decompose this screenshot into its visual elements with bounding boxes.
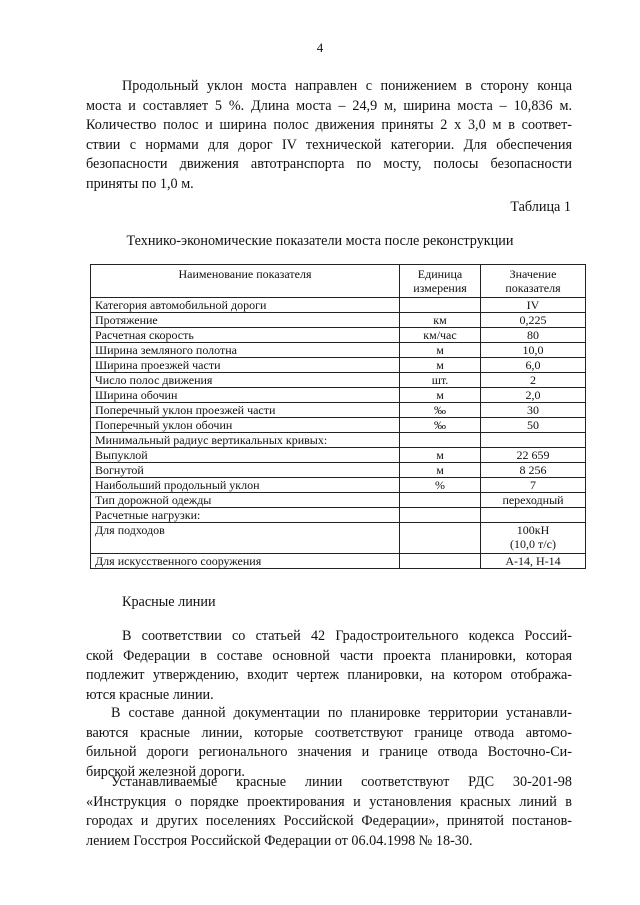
cell-name: Для искусственного сооружения [91,554,400,569]
cell-name: Вогнутой [91,463,400,478]
cell-name: Категория автомобильной дороги [91,298,400,313]
table-row [91,433,586,448]
cell-unit [400,433,481,448]
cell-value: 2 [481,373,586,388]
body-paragraph [86,704,572,782]
cell-name: Поперечный уклон проезжей части [91,403,400,418]
header-value-line2: показателя [505,281,561,295]
table-row [91,493,586,508]
cell-value: 0,225 [481,313,586,328]
text-line: Продольный уклон моста направлен с понижением в сторону конца [122,78,572,94]
header-name: Наименование показателя [91,265,400,298]
text-line: «Инструкция о порядке проектирования и установления красных линий в [86,793,572,810]
text-line: Количество полос и ширина полос движения приняты 2 х 3,0 м в соответ- [86,117,572,133]
text-line: безопасности движения автотранспорта по мосту, полосы безопасности [86,156,572,172]
cell-name: Протяжение [91,313,400,328]
cell-unit [400,493,481,508]
table-row [91,373,586,388]
section-title: Красные линии [122,594,216,610]
cell-unit: км [400,313,481,328]
cell-unit: м [400,388,481,403]
cell-name: Число полос движения [91,373,400,388]
table-label: Таблица 1 [510,199,571,215]
cell-unit [400,298,481,313]
table-row [91,388,586,403]
cell-value: 6,0 [481,358,586,373]
table-header-row [91,265,586,298]
text-line: В соответствии со статьей 42 Градостроительного кодекса Россий- [122,628,572,644]
cell-value-line2: (10,0 т/с) [510,537,556,551]
cell-name: Тип дорожной одежды [91,493,400,508]
cell-value: 8 256 [481,463,586,478]
table-row [91,403,586,418]
page-number: 4 [316,40,324,55]
header-unit [400,265,481,298]
cell-name: Поперечный уклон обочин [91,418,400,433]
header-value [481,265,586,298]
text-line: бильной дороги регионального значения и границе отвода Восточно-Си- [86,744,572,760]
cell-value: 2,0 [481,388,586,403]
table-row [91,508,586,523]
text-line: ются красные линии. [86,686,214,703]
cell-unit: км/час [400,328,481,343]
cell-name: Ширина земляного полотна [91,343,400,358]
text-line: приняты по 1,0 м. [86,175,194,192]
cell-name: Выпуклой [91,448,400,463]
cell-value [481,523,586,554]
text-line: Устанавливаемые красные линии соответствуют РДС 30-201-98 [111,774,572,790]
table-row [91,298,586,313]
table-row [91,463,586,478]
header-unit-line1: Единица [417,267,463,281]
cell-value [481,433,586,448]
text-line: В составе данной документации по планировке территории устанавли- [111,705,572,721]
cell-value: переходный [481,493,586,508]
text-line: моста и составляет 5 %. Длина моста – 24,9 м, ширина моста – 10,836 м. [86,97,572,114]
cell-unit: ‰ [400,418,481,433]
table-row [91,358,586,373]
cell-value [481,508,586,523]
cell-unit: м [400,448,481,463]
table-row [91,523,586,554]
header-value-line1: Значение [509,267,557,281]
text-line: ской Федерации в составе основной части проекта планировки, которая [86,647,572,664]
text-line: ствии с нормами для дорог IV технической категории. Для обеспечения [86,136,572,153]
table-row [91,448,586,463]
cell-name: Минимальный радиус вертикальных кривых: [91,433,400,448]
cell-value: 50 [481,418,586,433]
table-title: Технико-экономические показатели моста после реконструкции [126,233,514,249]
cell-unit [400,554,481,569]
cell-value: 80 [481,328,586,343]
cell-value: 7 [481,478,586,493]
header-unit-line2: измерения [413,281,467,295]
text-line: бирской железной дороги. [86,763,245,780]
table-row [91,313,586,328]
body-paragraph [86,773,572,851]
spec-table [90,264,586,569]
text-line: ваются красные линии, которые соответствуют границе отвода автомо- [86,724,572,741]
cell-unit: м [400,463,481,478]
intro-paragraph [86,77,572,194]
table-row [91,478,586,493]
table-row [91,328,586,343]
cell-unit: % [400,478,481,493]
cell-unit: м [400,358,481,373]
table-row [91,418,586,433]
cell-value-line1: 100кН [516,523,550,537]
cell-unit: м [400,343,481,358]
cell-value: 10,0 [481,343,586,358]
text-line: подлежит утверждению, входит чертеж планировки, на котором отобража- [86,667,572,683]
text-line: лением Госстроя Российской Федерации от 06.04.1998 № 18-30. [86,832,473,849]
body-paragraph [86,627,572,705]
cell-value: 30 [481,403,586,418]
cell-name: Расчетные нагрузки: [91,508,400,523]
cell-value: 22 659 [481,448,586,463]
cell-name: Наибольший продольный уклон [91,478,400,493]
cell-unit: ‰ [400,403,481,418]
cell-name: Ширина проезжей части [91,358,400,373]
table-row [91,554,586,569]
cell-name: Ширина обочин [91,388,400,403]
cell-unit: шт. [400,373,481,388]
text-line: городах и других поселениях Российской Федерации», принятой постанов- [86,813,572,829]
cell-value: А-14, Н-14 [481,554,586,569]
cell-name: Расчетная скорость [91,328,400,343]
cell-unit [400,508,481,523]
cell-unit [400,523,481,554]
table-row [91,343,586,358]
cell-name: Для подходов [91,523,400,554]
cell-value: IV [481,298,586,313]
